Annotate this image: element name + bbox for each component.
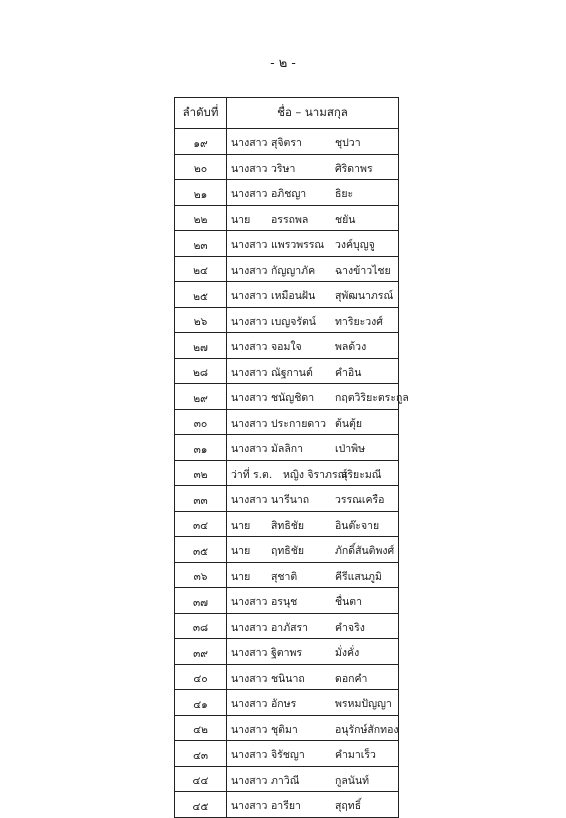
order-number-cell: ๓๖ xyxy=(175,562,227,588)
full-name-cell xyxy=(227,256,399,282)
order-number-cell: ๓๕ xyxy=(175,537,227,563)
name-prefix: นางสาว xyxy=(231,264,268,277)
name-line xyxy=(227,515,398,533)
first-name: หญิง จิราภรณ์ xyxy=(283,468,348,481)
order-number-cell: ๔๐ xyxy=(175,664,227,690)
table-row xyxy=(175,639,399,665)
name-prefix: นางสาว xyxy=(231,774,268,787)
order-number-cell: ๓๐ xyxy=(175,409,227,435)
last-name: คีรีแสนภูมิ xyxy=(335,570,382,583)
last-name: เป่าพิษ xyxy=(335,443,365,456)
table-row xyxy=(175,562,399,588)
full-name-cell xyxy=(227,460,399,486)
name-prefix: นาย xyxy=(231,545,251,558)
name-line xyxy=(227,744,398,762)
order-number-cell: ๒๘ xyxy=(175,358,227,384)
name-prefix: นางสาว xyxy=(231,621,268,634)
full-name-cell xyxy=(227,180,399,206)
full-name-cell xyxy=(227,562,399,588)
first-name: ชนัญชิดา xyxy=(271,392,315,405)
first-name: วริษา xyxy=(271,162,296,175)
full-name-cell xyxy=(227,741,399,767)
last-name: ต้นตุ้ย xyxy=(335,417,362,430)
table-row xyxy=(175,256,399,282)
last-name: อนุรักษ์สักทอง xyxy=(335,723,399,736)
table-row xyxy=(175,231,399,257)
table-row xyxy=(175,333,399,359)
last-name: วงค์บุญจู xyxy=(335,239,375,252)
order-number-cell: ๔๑ xyxy=(175,690,227,716)
name-prefix: นางสาว xyxy=(231,188,268,201)
full-name-cell xyxy=(227,613,399,639)
table-row xyxy=(175,358,399,384)
name-line xyxy=(227,617,398,635)
name-prefix: นางสาว xyxy=(231,392,268,405)
full-name-cell xyxy=(227,486,399,512)
name-prefix: นางสาว xyxy=(231,723,268,736)
name-line xyxy=(227,668,398,686)
order-number-cell: ๓๘ xyxy=(175,613,227,639)
table-row xyxy=(175,384,399,410)
last-name: กูลนันท์ xyxy=(335,774,370,787)
name-line xyxy=(227,566,398,584)
table-row xyxy=(175,766,399,792)
table-row xyxy=(175,409,399,435)
last-name: พรหมปัญญา xyxy=(335,698,392,711)
last-name: กฤตวิริยะตระกูล xyxy=(335,392,409,405)
name-prefix: นาย xyxy=(231,519,251,532)
name-line xyxy=(227,158,398,176)
last-name: วรรณเครือ xyxy=(335,494,385,507)
first-name: กัญญาภัค xyxy=(271,264,316,277)
table-row xyxy=(175,537,399,563)
table-row xyxy=(175,486,399,512)
last-name: สุฤทธิ์ xyxy=(335,800,362,813)
order-number-cell: ๑๙ xyxy=(175,129,227,155)
table-row xyxy=(175,460,399,486)
table-row xyxy=(175,154,399,180)
first-name: จิรัชญา xyxy=(271,749,305,762)
table-header-row xyxy=(175,98,399,129)
name-prefix: นางสาว xyxy=(231,137,268,150)
order-number-cell: ๒๑ xyxy=(175,180,227,206)
first-name: ชนินาถ xyxy=(271,672,305,685)
first-name: ภาวิณี xyxy=(271,774,300,787)
first-name: อารียา xyxy=(271,800,301,813)
order-number-cell: ๓๙ xyxy=(175,639,227,665)
full-name-cell xyxy=(227,409,399,435)
name-prefix: นาย xyxy=(231,570,251,583)
full-name-cell xyxy=(227,435,399,461)
last-name: ชยัน xyxy=(335,213,356,226)
table-row xyxy=(175,588,399,614)
page-number: - ๒ - xyxy=(270,56,296,71)
last-name: ฉางข้าวไชย xyxy=(335,264,391,277)
last-name: ทาริยะวงศ์ xyxy=(335,315,383,328)
first-name: สุชาติ xyxy=(271,570,298,583)
last-name: มั่งคั่ง xyxy=(335,647,360,660)
order-number-cell: ๒๒ xyxy=(175,205,227,231)
order-number-cell: ๓๑ xyxy=(175,435,227,461)
name-line xyxy=(227,464,398,482)
table-row xyxy=(175,129,399,155)
name-line xyxy=(227,540,398,558)
name-line xyxy=(227,260,398,278)
order-number-cell: ๔๒ xyxy=(175,715,227,741)
order-number-cell: ๓๓ xyxy=(175,486,227,512)
last-name: ดอกคำ xyxy=(335,672,368,685)
name-line xyxy=(227,336,398,354)
header-full-name: ชื่อ – นามสกุล xyxy=(227,98,399,129)
name-line xyxy=(227,209,398,227)
last-name: สุพัฒนาภรณ์ xyxy=(335,290,394,303)
order-number-cell: ๔๕ xyxy=(175,792,227,818)
full-name-cell xyxy=(227,715,399,741)
order-number-cell: ๓๔ xyxy=(175,511,227,537)
name-line xyxy=(227,438,398,456)
first-name: จอมใจ xyxy=(271,341,302,354)
name-prefix: นางสาว xyxy=(231,239,268,252)
table-row xyxy=(175,664,399,690)
last-name: ศิริดาพร xyxy=(335,162,373,175)
full-name-cell xyxy=(227,639,399,665)
name-line xyxy=(227,285,398,303)
order-number-cell: ๔๓ xyxy=(175,741,227,767)
order-number-cell: ๓๗ xyxy=(175,588,227,614)
full-name-cell xyxy=(227,231,399,257)
table-row xyxy=(175,282,399,308)
name-prefix: นางสาว xyxy=(231,417,268,430)
table-row xyxy=(175,205,399,231)
table-body xyxy=(175,129,409,818)
name-prefix: นางสาว xyxy=(231,800,268,813)
order-number-cell: ๒๐ xyxy=(175,154,227,180)
name-prefix: นางสาว xyxy=(231,290,268,303)
order-number-cell: ๔๔ xyxy=(175,766,227,792)
order-number-cell: ๒๕ xyxy=(175,282,227,308)
table-row xyxy=(175,741,399,767)
name-prefix: นางสาว xyxy=(231,698,268,711)
name-line xyxy=(227,642,398,660)
first-name: แพรวพรรณ xyxy=(271,239,325,252)
first-name: เหมือนฝัน xyxy=(271,290,316,303)
name-line xyxy=(227,234,398,252)
first-name: สิทธิชัย xyxy=(271,519,305,532)
order-number-cell: ๒๓ xyxy=(175,231,227,257)
full-name-cell xyxy=(227,664,399,690)
full-name-cell xyxy=(227,511,399,537)
name-prefix: นางสาว xyxy=(231,647,268,660)
name-line xyxy=(227,183,398,201)
first-name: อรรถพล xyxy=(271,213,309,226)
name-prefix: นางสาว xyxy=(231,443,268,456)
name-line xyxy=(227,693,398,711)
name-prefix: นางสาว xyxy=(231,366,268,379)
table-row xyxy=(175,715,399,741)
name-prefix: นางสาว xyxy=(231,341,268,354)
full-name-cell xyxy=(227,384,409,410)
full-name-cell xyxy=(227,154,399,180)
first-name: ชุติมา xyxy=(271,723,298,736)
first-name: อักษร xyxy=(271,698,297,711)
name-prefix: นางสาว xyxy=(231,749,268,762)
full-name-cell xyxy=(227,588,399,614)
last-name: ชุปวา xyxy=(335,137,361,150)
first-name: มัลลิกา xyxy=(271,443,304,456)
full-name-cell xyxy=(227,205,399,231)
name-prefix: นางสาว xyxy=(231,596,268,609)
table-row xyxy=(175,613,399,639)
first-name: ฐิตาพร xyxy=(271,647,303,660)
order-number-cell: ๒๔ xyxy=(175,256,227,282)
order-number-cell: ๒๙ xyxy=(175,384,227,410)
full-name-cell xyxy=(227,537,399,563)
first-name: สุจิตรา xyxy=(271,137,302,150)
last-name: พลด้วง xyxy=(335,341,367,354)
last-name: ภักดิ์สันติพงศ์ xyxy=(335,545,395,558)
full-name-cell xyxy=(227,307,399,333)
table-row xyxy=(175,180,399,206)
last-name: ธิยะ xyxy=(335,188,354,201)
name-line xyxy=(227,489,398,507)
order-number-cell: ๒๗ xyxy=(175,333,227,359)
first-name: อรนุช xyxy=(271,596,298,609)
first-name: ณัฐกานต์ xyxy=(271,366,313,379)
first-name: อาภัสรา xyxy=(271,621,309,634)
name-line xyxy=(227,591,398,609)
name-line xyxy=(227,387,409,405)
name-prefix: ว่าที่ ร.ต. xyxy=(231,468,273,481)
full-name-cell xyxy=(227,282,399,308)
first-name: ฤทธิชัย xyxy=(271,545,304,558)
name-line xyxy=(227,770,398,788)
last-name: ชื่นตา xyxy=(335,596,363,609)
order-number-cell: ๒๖ xyxy=(175,307,227,333)
header-order-number: ลำดับที่ xyxy=(175,98,227,129)
last-name: คำอิน xyxy=(335,366,362,379)
full-name-cell xyxy=(227,766,399,792)
last-name: อินต๊ะจาย xyxy=(335,519,380,532)
name-line xyxy=(227,132,398,150)
full-name-cell xyxy=(227,690,399,716)
full-name-cell xyxy=(227,792,399,818)
name-prefix: นาย xyxy=(231,213,251,226)
name-prefix: นางสาว xyxy=(231,315,268,328)
last-name: คำจริง xyxy=(335,621,365,634)
last-name: สุริยะมณี xyxy=(341,468,382,481)
first-name: เบญจรัตน์ xyxy=(271,315,316,328)
name-line xyxy=(227,795,398,813)
table-row xyxy=(175,307,399,333)
table-row xyxy=(175,435,399,461)
last-name: คำมาเร็ว xyxy=(335,749,376,762)
first-name: อภิชญา xyxy=(271,188,307,201)
name-line xyxy=(227,719,398,737)
full-name-cell xyxy=(227,358,399,384)
table-row xyxy=(175,511,399,537)
name-line xyxy=(227,362,398,380)
first-name: นารีนาถ xyxy=(271,494,310,507)
name-line xyxy=(227,311,398,329)
name-list-table xyxy=(174,97,409,818)
first-name: ประกายดาว xyxy=(271,417,326,430)
name-prefix: นางสาว xyxy=(231,494,268,507)
name-line xyxy=(227,413,398,431)
table-row xyxy=(175,792,399,818)
order-number-cell: ๓๒ xyxy=(175,460,227,486)
full-name-cell xyxy=(227,129,399,155)
table-row xyxy=(175,690,399,716)
full-name-cell xyxy=(227,333,399,359)
name-prefix: นางสาว xyxy=(231,672,268,685)
name-prefix: นางสาว xyxy=(231,162,268,175)
